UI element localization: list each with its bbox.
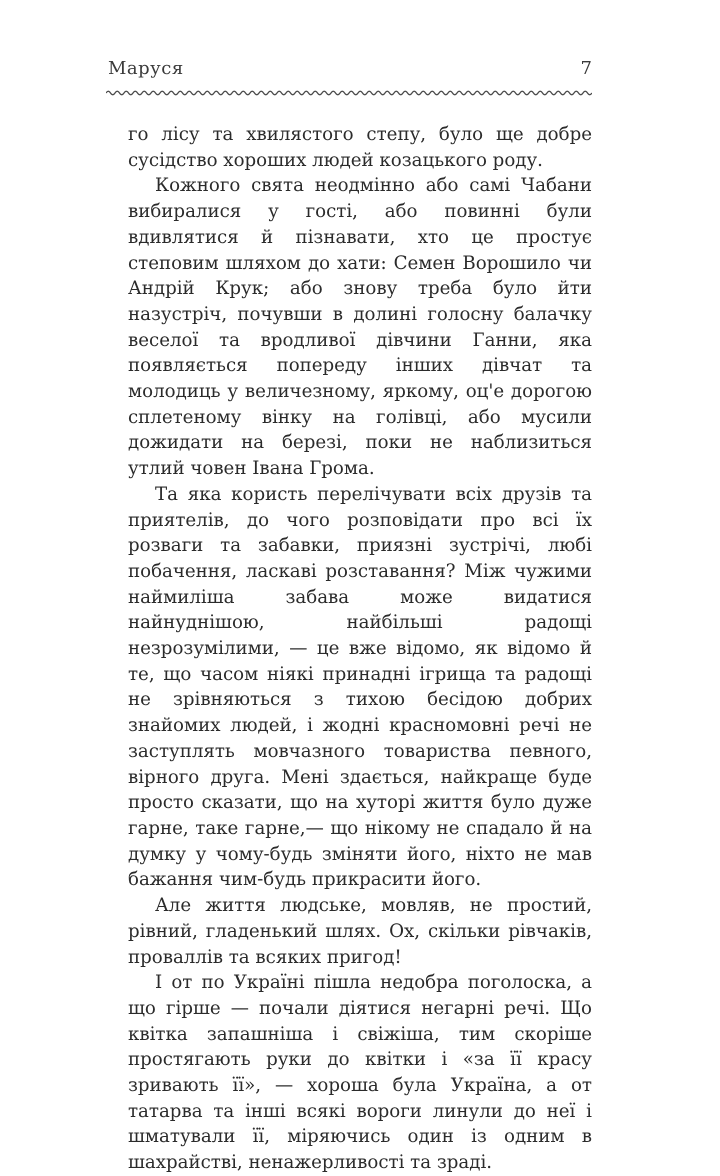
running-title: Маруся <box>108 58 184 79</box>
paragraph: го лісу та хвилястого степу, було ще добре сусідство хороших людей козацького роду. <box>128 124 592 171</box>
paragraph: Та яка користь перелічувати всіх друзів та приятелів, до чого розповідати про всі їх розваги та забавки, приязні зустрічі, любі побачення, ласкаві розставання? Між чужими наймиліша забава може видатися найнуднішою, найбільші радощі незрозумілими, — це вже відомо, як відомо й те, що часом ніякі принадні ігрища та радощі не зрівняються з тихою бесідою добрих знайомих людей, і жодні красномовні речі не заступлять мовчазного товариства певного, вірного друга. Мені здається, найкраще буде просто сказати, що на хуторі життя було дуже гарне, таке гарне,— що нікому не спадало й на думку у чому-будь зміняти його, ніхто не мав бажання чим-будь прикрасити його. <box>128 483 592 891</box>
paragraph: Кожного свята неодмінно або самі Чабани вибиралися у гості, або повинні були вдивлятися й пізнавати, хто це простує степовим шляхом до хати: Семен Ворошило чи Андрій Крук; або знову треба було йти назустріч, почувши в долині голосну балачку веселої та вродливої дівчини Ганни, яка появляється попереду інших дівчат та молодиць у величезному, яркому, оц'е дорогою сплетеному вінку на голівці, або мусили дожидати на березі, поки не наблизиться утлий човен Івана Грома. <box>128 175 592 480</box>
paragraph: Але життя людське, мовляв, не простий, рівний, гладенький шлях. Ох, скільки рівчаків, проваллів та всяких пригод! <box>128 895 592 968</box>
page-number: 7 <box>580 58 592 79</box>
paragraph: І от по Україні пішла недобра поголоска, а що гірше — почали діятися негарні речі. Що квітка запашніша і свіжіша, тим скоріше простягають руки до квітки і «за її красу зривають її», — хороша була Україна, а от татарва та інші всякі вороги линули до неї і шматували її, міряючись один із одним в шахрайстві, ненажерливості та зраді. <box>128 972 592 1174</box>
wavy-divider <box>106 88 592 98</box>
page-header <box>108 58 592 88</box>
body-text <box>128 122 592 1176</box>
